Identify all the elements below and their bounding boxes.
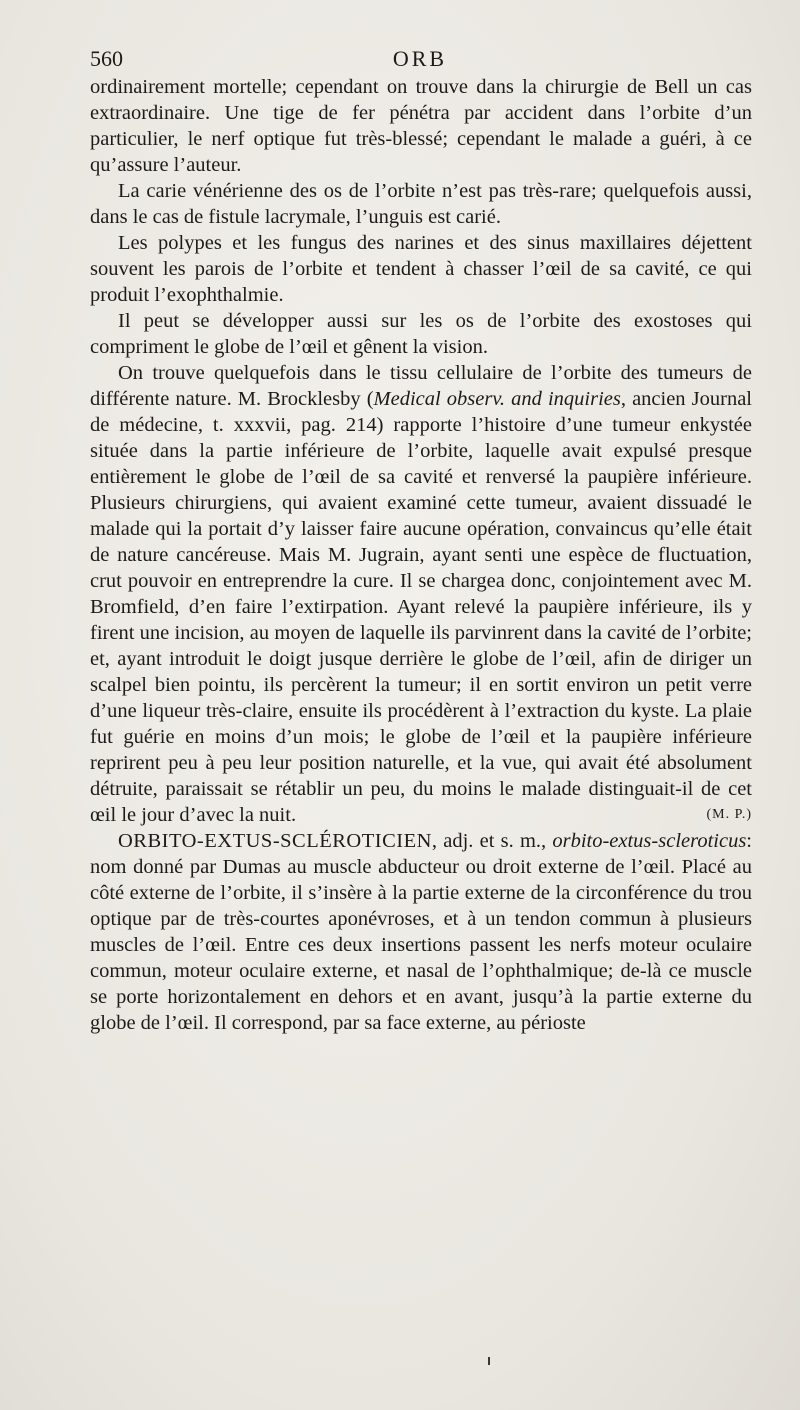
citation-title: Medical observ. and inquiries	[373, 388, 621, 410]
entry-latin-term: orbito-extus-scleroticus	[552, 830, 747, 852]
paragraph: La carie vénérienne des os de l’orbite n’est pas très-rare; quelquefois aussi, dans le cas de fistule lacrymale, l’unguis est carié.	[90, 180, 752, 228]
paragraph-text: On trouve quelquefois dans le tissu cellulaire de l’orbite des tumeurs de différente nature. M. Brocklesby (	[90, 362, 752, 410]
author-signature: (M. P.)	[706, 807, 752, 822]
paragraph: Il peut se développer aussi sur les os de l’orbite des exostoses qui compriment le globe de l’œil et gênent la vision.	[90, 310, 752, 358]
entry-definition: : nom donné par Dumas au muscle abducteur ou droit externe de l’œil. Placé au côté externe de l’orbite, il s’insère à la partie externe de la circonférence du trou optique par de très-courtes aponévroses, et à un tendon commun à plusieurs muscles de l’œil. Entre ces deux insertions passent les nerfs moteur oculaire commun, moteur oculaire externe, et nasal de l’ophthalmique; de-là ce muscle se porte horizontalement en dehors et en avant, jusqu’à la partie externe du globe de l’œil. Il correspond, par sa face externe, au périoste	[90, 830, 752, 1034]
entry-headword: ORBITO-EXTUS-SCLÉROTICIEN	[118, 830, 432, 852]
paragraph: ordinairement mortelle; cependant on trouve dans la chirurgie de Bell un cas extraordinaire. Une tige de fer pénétra par accident dans l’orbite d’un particulier, le nerf optique fut très-blessé; cependant le malade a guéri, à ce qu’assure l’auteur.	[90, 76, 752, 176]
entry-grammar: , adj. et s. m.,	[431, 830, 553, 852]
page-number: 560	[90, 46, 123, 71]
running-head	[90, 44, 750, 74]
print-mark	[488, 1357, 490, 1365]
paragraph: Les polypes et les fungus des narines et des sinus maxillaires déjettent souvent les parois de l’orbite et tendent à chasser l’œil de sa cavité, ce qui produit l’exophthalmie.	[90, 232, 752, 306]
running-title: ORB	[392, 46, 448, 71]
paragraph-text: , ancien Journal de médecine, t. xxxvii, pag. 214) rapporte l’histoire d’une tumeur enkystée située dans la partie inférieure de l’orbite, laquelle avait expulsé presque entièrement le globe de l’œil de sa cavité et renversé la paupière inférieure. Plusieurs chirurgiens, qui avaient examiné cette tumeur, avaient dissuadé le malade qui la portait d’y laisser faire aucune opération, convaincus qu’elle était de nature cancéreuse. Mais M. Jugrain, ayant senti une espèce de fluctuation, crut pouvoir en entreprendre la cure. Il se chargea donc, conjointement avec M. Bromfield, d’en faire l’extirpation. Ayant relevé la paupière inférieure, ils y firent une incision, au moyen de laquelle ils parvinrent dans la cavité de l’orbite; et, ayant introduit le doigt jusque derrière le globe de l’œil, afin de diriger un scalpel bien pointu, ils percèrent la tumeur; il en sortit environ un petit verre d’une liqueur très-claire, ensuite ils procédèrent à l’extraction du kyste. La plaie fut guérie en moins d’un mois; le globe de l’œil et la paupière inférieure reprirent peu à peu leur position naturelle, et la vue, qui avait été absolument détruite, paraissait se rétablir un peu, du moins le malade distinguait-il de cet œil le jour d’avec la nuit.	[90, 388, 752, 826]
paragraph	[90, 360, 752, 828]
dictionary-entry	[90, 828, 752, 1036]
body-text	[90, 74, 752, 1036]
